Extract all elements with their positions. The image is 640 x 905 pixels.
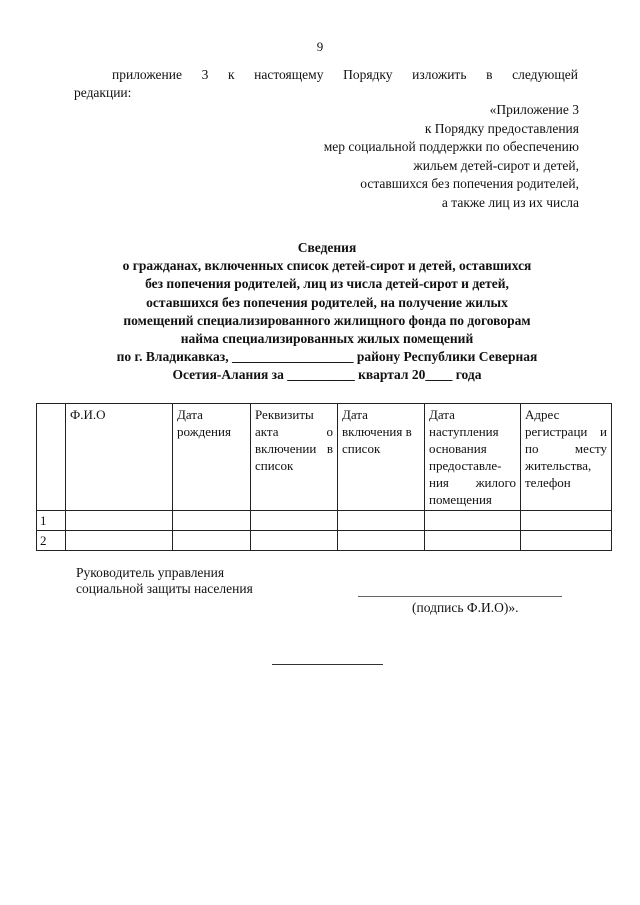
table-cell: 2 (37, 531, 66, 551)
page-number: 9 (316, 39, 324, 54)
intro-word: следующей (512, 67, 578, 82)
table-cell (425, 531, 521, 551)
intro-word: 3 (201, 67, 209, 82)
heading-line: Сведения (297, 240, 357, 255)
intro-line-2: редакции: (74, 85, 132, 100)
table-cell (66, 531, 173, 551)
table-row (37, 511, 612, 531)
table-row (37, 531, 612, 551)
header-cell-birth-date: Дата рождения (173, 404, 251, 511)
signature-line (358, 596, 562, 597)
intro-word: настоящему (254, 67, 324, 82)
appendix-line: жильем детей-сирот и детей, (413, 157, 579, 173)
heading-line: помещений специализированного жилищного фонда по договорам (123, 312, 531, 328)
table-cell (173, 511, 251, 531)
intro-word: изложить (412, 67, 467, 82)
header-cell-address: Адрес регистраци и по месту жительства, телефон (521, 404, 612, 511)
table-cell (425, 511, 521, 531)
table-cell: 1 (37, 511, 66, 531)
header-cell-name: Ф.И.О (66, 404, 173, 511)
signature-caption: (подпись Ф.И.О)». (412, 600, 519, 615)
header-cell-number (37, 404, 66, 511)
table-cell (338, 511, 425, 531)
heading-line: по г. Владикавказ, __________________ району Республики Северная (116, 349, 538, 365)
table-cell (521, 531, 612, 551)
table-cell (338, 531, 425, 551)
appendix-block (324, 101, 579, 212)
end-separator (272, 664, 383, 665)
table-cell (251, 531, 338, 551)
heading-line: о гражданах, включенных список детей-сирот и детей, оставшихся (122, 258, 532, 274)
table-cell (66, 511, 173, 531)
signer-title-line: социальной защиты населения (76, 581, 253, 596)
records-table (36, 403, 612, 551)
intro-word: в (486, 67, 493, 82)
document-heading (80, 239, 574, 385)
signer-block (76, 565, 253, 597)
heading-line: Осетия-Алания за __________ квартал 20____ года (172, 367, 482, 383)
appendix-line: к Порядку предоставления (424, 120, 579, 136)
appendix-line: оставшихся без попечения родителей, (360, 176, 579, 191)
appendix-line: а также лиц из их числа (441, 194, 579, 210)
heading-line: без попечения родителей, лиц из числа детей-сирот и детей, (145, 276, 509, 292)
intro-word: приложение (112, 67, 182, 82)
table-cell (173, 531, 251, 551)
intro-word: Порядку (343, 67, 393, 82)
header-cell-grounds-date: Дата наступления основания предоставле-ния жилого помещения (425, 404, 521, 511)
table-cell (521, 511, 612, 531)
intro-line-1 (74, 66, 578, 84)
header-cell-inclusion-date: Дата включения в список (338, 404, 425, 511)
intro-word: к (227, 67, 235, 82)
appendix-line: «Приложение 3 (489, 102, 579, 117)
table-header-row (37, 404, 612, 511)
intro-paragraph (74, 66, 578, 102)
header-cell-act-details: Реквизиты акта о включении в список (251, 404, 338, 511)
heading-line: оставшихся без попечения родителей, на получение жилых (146, 294, 508, 310)
appendix-line: мер социальной поддержки по обеспечению (323, 139, 579, 154)
signer-title-line: Руководитель управления (76, 565, 225, 580)
heading-line: найма специализированных жилых помещений (180, 331, 474, 347)
table-cell (251, 511, 338, 531)
